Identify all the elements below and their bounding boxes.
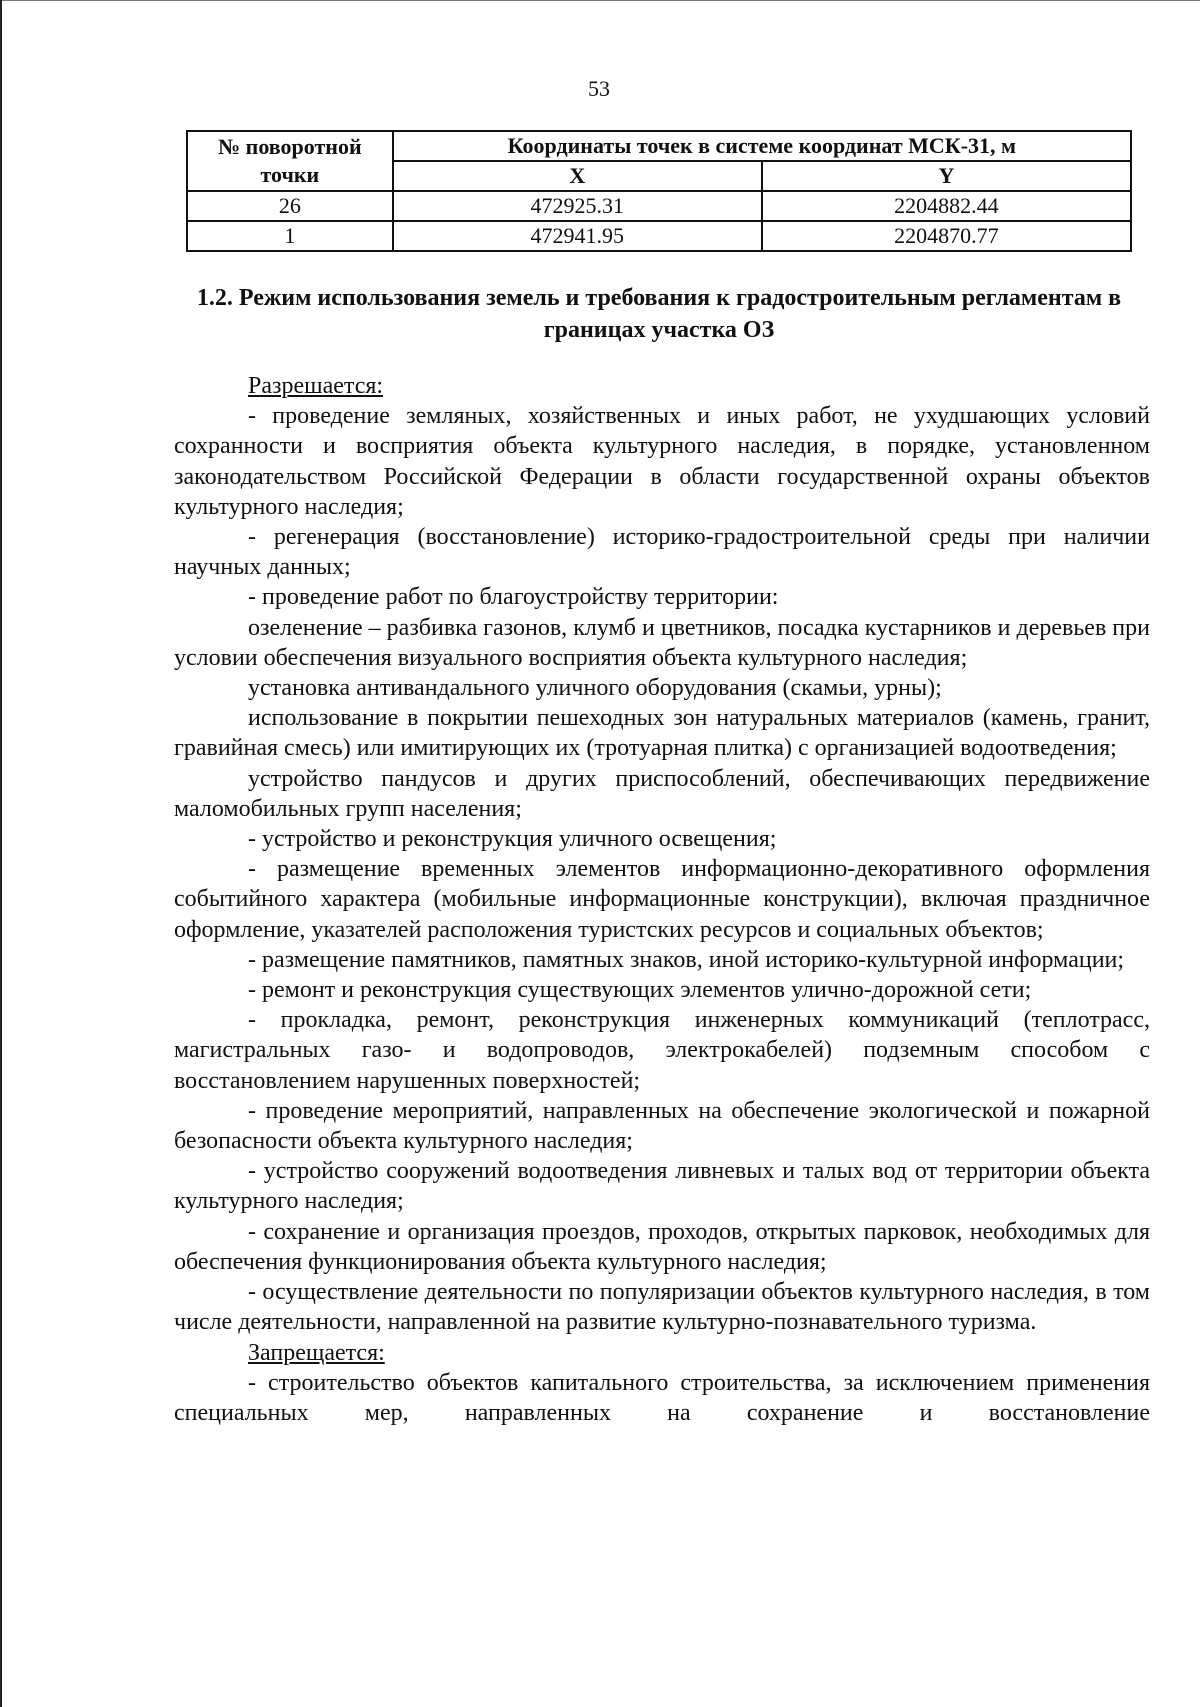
paragraph: - прокладка, ремонт, реконструкция инженерных коммуникаций (теплотрасс, магистральных газо- и водопроводов, электрокабелей) подземным способом с восстановлением нарушенных поверхностей; (174, 1007, 1150, 1094)
y-cell: 2204882.44 (762, 191, 1131, 221)
point-cell: 1 (187, 221, 393, 251)
table-row (187, 191, 1131, 221)
forbidden-label: Запрещается: (248, 1339, 385, 1366)
table-header-row (187, 131, 1131, 161)
paragraph: - размещение временных элементов информационно-декоративного оформления событийного характера (мобильные информационные конструкции), включая праздничное оформление, указателей расположения туристских ресурсов и социальных объектов; (174, 856, 1150, 943)
paragraph: - проведение работ по благоустройству территории: (248, 584, 779, 611)
y-header: Y (762, 161, 1131, 191)
document-body (174, 371, 1150, 1428)
page-number-text: 53 (588, 76, 610, 101)
paragraph: - проведение мероприятий, направленных на обеспечение экологической и пожарной безопасности объекта культурного наследия; (174, 1097, 1150, 1155)
paragraph: - размещение памятников, памятных знаков, иной историко-культурной информации; (248, 946, 1125, 973)
paragraph: использование в покрытии пешеходных зон натуральных материалов (камень, гранит, гравийная смесь) или имитирующих их (тротуарная плитка) с организацией водоотведения; (174, 705, 1150, 762)
section-title: 1.2. Режим использования земель и требования к градостроительным регламентам в границах участка ОЗ (196, 285, 1122, 343)
x-cell: 472941.95 (393, 221, 762, 251)
paragraph: - строительство объектов капитального строительства, за исключением применения специальных мер, направленных на сохранение и восстановление (174, 1369, 1150, 1426)
paragraph: - устройство и реконструкция уличного освещения; (248, 826, 777, 853)
paragraph: - проведение земляных, хозяйственных и иных работ, не ухудшающих условий сохранности и восприятия объекта культурного наследия, в порядке, установленном законодательством Российской Федерации в области государственной охраны объектов культурного наследия; (174, 403, 1150, 520)
scan-edge-top (0, 0, 1200, 5)
coordinates-header: Координаты точек в системе координат МСК-31, м (393, 131, 1131, 161)
x-cell: 472925.31 (393, 191, 762, 221)
y-cell: 2204870.77 (762, 221, 1131, 251)
paragraph: - сохранение и организация проездов, проходов, открытых парковок, необходимых для обеспечения функционирования объекта культурного наследия; (174, 1218, 1150, 1275)
paragraph: озеленение – разбивка газонов, клумб и цветников, посадка кустарников и деревьев при условии обеспечения визуального восприятия объекта культурного наследия; (174, 614, 1150, 671)
paragraph: - ремонт и реконструкция существующих элементов улично-дорожной сети; (248, 977, 1032, 1004)
paragraph: устройство пандусов и других приспособлений, обеспечивающих передвижение маломобильных групп населения; (174, 765, 1150, 822)
paragraph: - осуществление деятельности по популяризации объектов культурного наследия, в том числе деятельности, направленной на развитие культурно-познавательного туризма. (174, 1279, 1150, 1336)
paragraph: установка антивандального уличного оборудования (скамьи, урны); (248, 675, 942, 702)
scan-edge-left (0, 0, 2, 1707)
paragraph: - регенерация (восстановление) историко-градостроительной среды при наличии научных данных; (174, 524, 1150, 581)
coordinates-table (186, 130, 1132, 252)
point-number-header: № поворотной точки (187, 131, 393, 191)
table-row (187, 221, 1131, 251)
x-header: X (393, 161, 762, 191)
page-number (0, 76, 1139, 102)
allowed-label: Разрешается: (248, 373, 384, 399)
paragraph: - устройство сооружений водоотведения ливневых и талых вод от территории объекта культурного наследия; (174, 1158, 1150, 1215)
point-cell: 26 (187, 191, 393, 221)
